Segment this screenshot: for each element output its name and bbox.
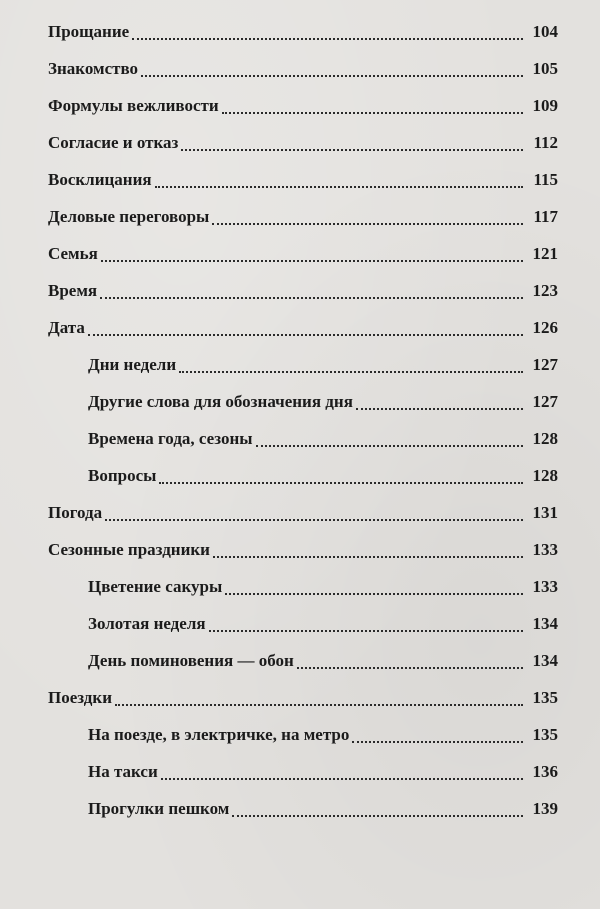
toc-entry-page: 139	[532, 798, 558, 818]
toc-entry	[48, 87, 558, 124]
toc-entry-title: Золотая неделя	[88, 613, 206, 633]
toc-entry	[48, 13, 558, 50]
toc-subentry	[48, 457, 558, 494]
toc-entry	[48, 494, 558, 531]
toc-entry-title: Знакомство	[48, 58, 139, 78]
toc-entry-page: 134	[532, 650, 558, 670]
toc-entry-page: 109	[532, 95, 558, 115]
dot-leader	[100, 296, 523, 299]
toc-entry	[48, 124, 558, 161]
dot-leader	[179, 370, 523, 373]
toc-entry-title: Прогулки пешком	[88, 798, 230, 818]
toc-entry-page: 104	[532, 21, 558, 41]
dot-leader	[212, 222, 523, 225]
toc-subentry	[48, 605, 558, 642]
toc-entry-title: Семья	[48, 243, 98, 263]
dot-leader	[225, 592, 523, 595]
dot-leader	[352, 740, 523, 743]
dot-leader	[115, 703, 523, 706]
toc-entry-page: 123	[532, 280, 558, 300]
toc-entry	[48, 309, 558, 346]
toc-entry	[48, 198, 558, 235]
dot-leader	[222, 111, 523, 114]
toc-entry-title: Согласие и отказ	[48, 132, 179, 152]
dot-leader	[155, 185, 523, 188]
toc-entry-title: Прощание	[48, 21, 130, 41]
toc-entry-title: Поездки	[48, 687, 112, 707]
toc-entry-title: Формулы вежливости	[48, 95, 219, 115]
dot-leader	[209, 629, 523, 632]
toc-entry-page: 128	[532, 465, 558, 485]
toc-entry-title: День поминовения — обон	[88, 650, 294, 670]
toc-entry-page: 135	[532, 724, 558, 744]
toc-entry-title: Восклицания	[48, 169, 152, 189]
toc-entry-title: Дата	[48, 317, 85, 337]
toc-subentry	[48, 716, 558, 753]
toc-entry-page: 105	[532, 58, 558, 78]
toc-subentry	[48, 642, 558, 679]
toc-entry-page: 127	[532, 391, 558, 411]
toc-subentry	[48, 420, 558, 457]
toc-entry	[48, 161, 558, 198]
dot-leader	[232, 814, 523, 817]
toc-entry-page: 133	[532, 539, 558, 559]
dot-leader	[101, 259, 523, 262]
toc-subentry	[48, 753, 558, 790]
toc-subentry	[48, 790, 558, 827]
dot-leader	[213, 555, 523, 558]
toc-entry-title: На поезде, в электричке, на метро	[88, 724, 350, 744]
toc-entry-page: 112	[533, 132, 558, 152]
toc-entry	[48, 272, 558, 309]
dot-leader	[159, 481, 523, 484]
toc-entry-title: Цветение сакуры	[88, 576, 223, 596]
dot-leader	[88, 333, 523, 336]
toc-subentry	[48, 383, 558, 420]
dot-leader	[181, 148, 523, 151]
toc-entry-page: 134	[532, 613, 558, 633]
toc-entry-page: 131	[532, 502, 558, 522]
toc-entry-page: 126	[532, 317, 558, 337]
dot-leader	[297, 666, 523, 669]
toc-entry-title: Вопросы	[88, 465, 157, 485]
toc-entry-page: 135	[532, 687, 558, 707]
toc-entry-title: Сезонные праздники	[48, 539, 210, 559]
dot-leader	[141, 74, 523, 77]
toc-subentry	[48, 346, 558, 383]
toc-entry-page: 127	[532, 354, 558, 374]
toc-entry-title: Погода	[48, 502, 103, 522]
dot-leader	[256, 444, 523, 447]
toc-entry-page: 128	[532, 428, 558, 448]
toc-entry-page: 121	[532, 243, 558, 263]
toc-entry-title: Времена года, сезоны	[88, 428, 253, 448]
toc-entry-page: 136	[532, 761, 558, 781]
toc-entry-title: Другие слова для обозначения дня	[88, 391, 353, 411]
dot-leader	[132, 37, 523, 40]
dot-leader	[161, 777, 523, 780]
table-of-contents	[48, 13, 558, 827]
dot-leader	[105, 518, 523, 521]
toc-entry-title: Деловые переговоры	[48, 206, 210, 226]
toc-entry	[48, 679, 558, 716]
dot-leader	[356, 407, 523, 410]
toc-entry-title: На такси	[88, 761, 158, 781]
toc-entry	[48, 531, 558, 568]
toc-entry-page: 117	[533, 206, 558, 226]
toc-entry-title: Время	[48, 280, 98, 300]
toc-entry-page: 115	[533, 169, 558, 189]
toc-entry-title: Дни недели	[88, 354, 177, 374]
toc-entry	[48, 50, 558, 87]
toc-subentry	[48, 568, 558, 605]
toc-entry	[48, 235, 558, 272]
toc-entry-page: 133	[532, 576, 558, 596]
